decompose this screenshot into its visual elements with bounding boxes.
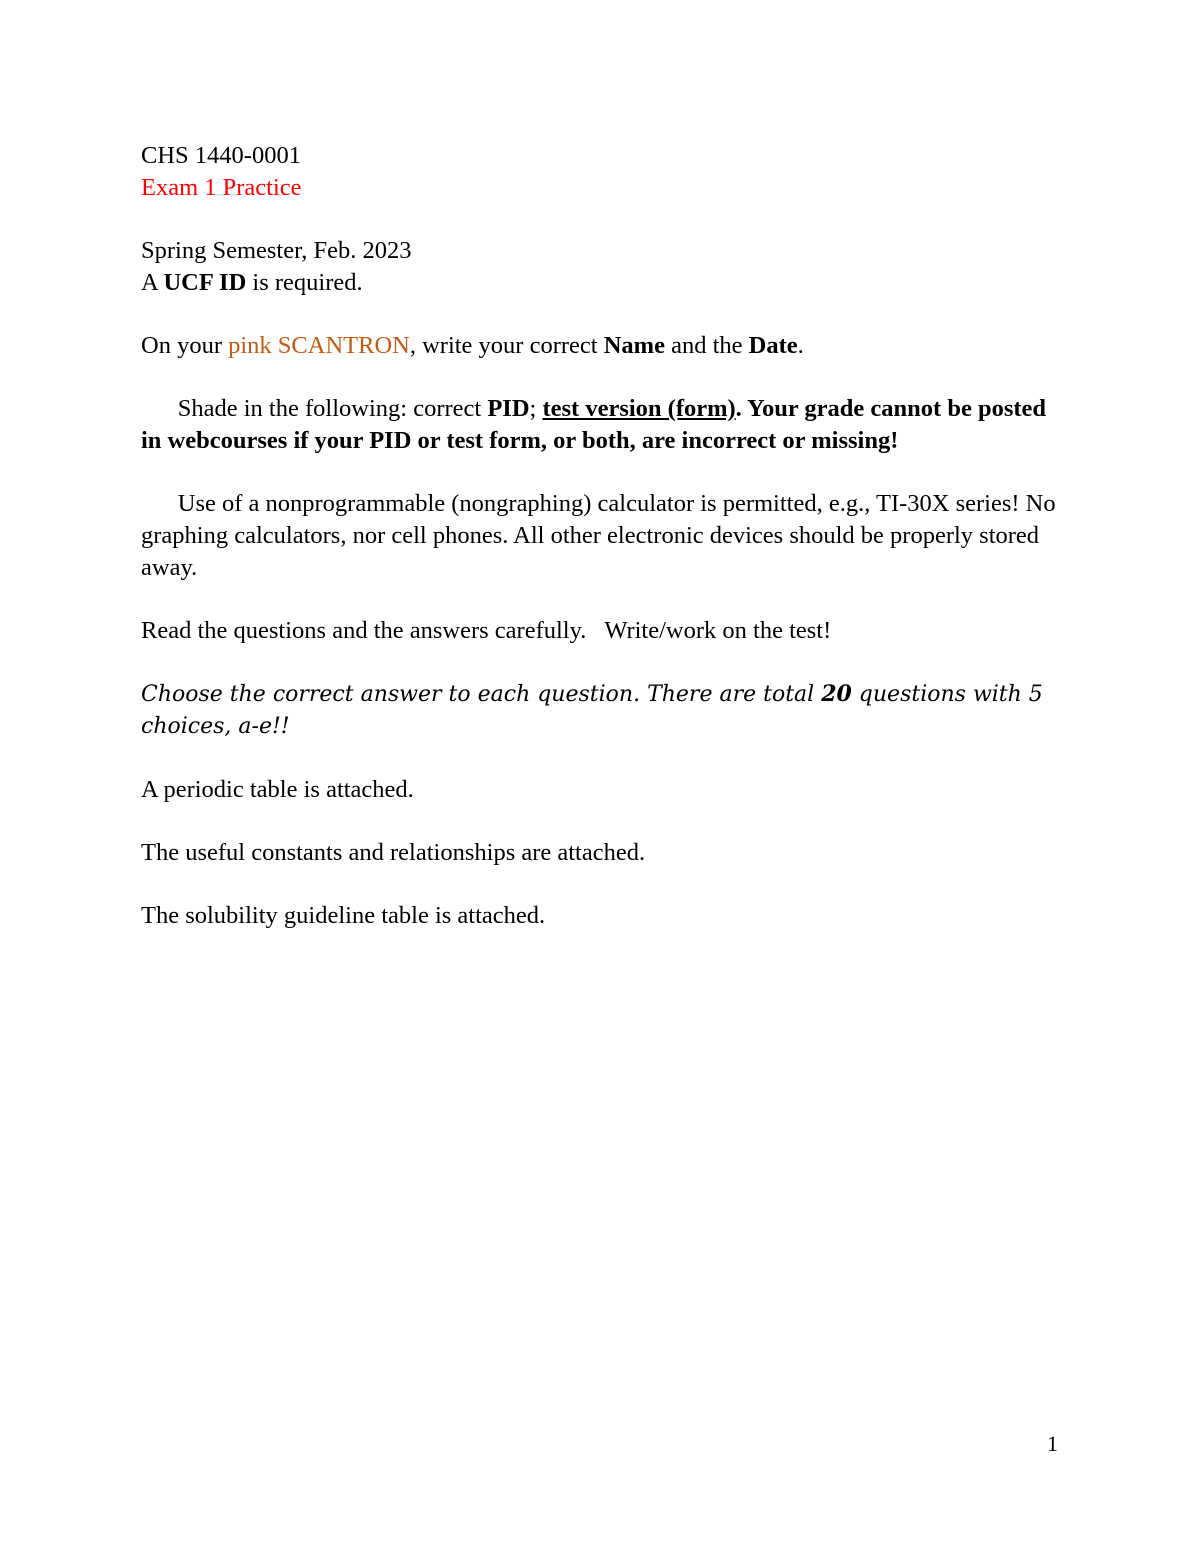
scantron-and: and the	[664, 332, 749, 359]
choose-suffix: questions with 5 choices, a-e!!	[141, 682, 1043, 739]
shade-prefix: Shade in the following: correct	[177, 395, 488, 422]
exam-title: Exam 1 Practice	[141, 174, 302, 201]
shade-warning: . Your grade cannot be posted in webcourses if your PID or test form, or both, are incorrect or missing!	[141, 395, 1047, 454]
semester-line: Spring Semester, Feb. 2023	[141, 237, 412, 264]
id-requirement	[141, 267, 1061, 299]
calculator-instruction	[141, 488, 1061, 584]
calculator-text: Use of a nonprogrammable (nongraphing) calculator is permitted, e.g., TI-30X series! No graphing calculators, nor cell phones. All other electronic devices should be properly stored away.	[141, 490, 1056, 581]
shade-instruction	[141, 393, 1061, 457]
attachment-solubility: The solubility guideline table is attached.	[141, 902, 546, 929]
choose-instruction	[141, 678, 1061, 743]
attachment-constants: The useful constants and relationships are attached.	[141, 839, 646, 866]
scantron-name-bold: Name	[603, 332, 665, 359]
id-requirement-suffix: is required.	[246, 269, 363, 296]
id-requirement-prefix: A	[141, 269, 164, 296]
scantron-date-bold: Date	[748, 332, 798, 359]
scantron-instruction	[141, 330, 1061, 362]
page-number: 1	[1047, 1431, 1058, 1456]
shade-pid-bold: PID	[487, 395, 530, 422]
choose-count: 20	[821, 681, 852, 707]
choose-prefix: Choose the correct answer to each question. There are total	[141, 682, 822, 707]
shade-form-underlined: test version (form)	[542, 395, 736, 422]
page-content	[141, 140, 1061, 932]
scantron-prefix: On your	[141, 332, 229, 359]
scantron-mid: , write your correct	[409, 332, 604, 359]
scantron-highlight: pink SCANTRON	[228, 332, 410, 359]
attachment-periodic-table: A periodic table is attached.	[141, 776, 414, 803]
scantron-end: .	[797, 332, 804, 359]
shade-semicolon: ;	[529, 395, 543, 422]
read-instruction: Read the questions and the answers carefully. Write/work on the test!	[141, 617, 832, 644]
id-requirement-bold: UCF ID	[163, 269, 247, 296]
course-code: CHS 1440-0001	[141, 142, 301, 169]
